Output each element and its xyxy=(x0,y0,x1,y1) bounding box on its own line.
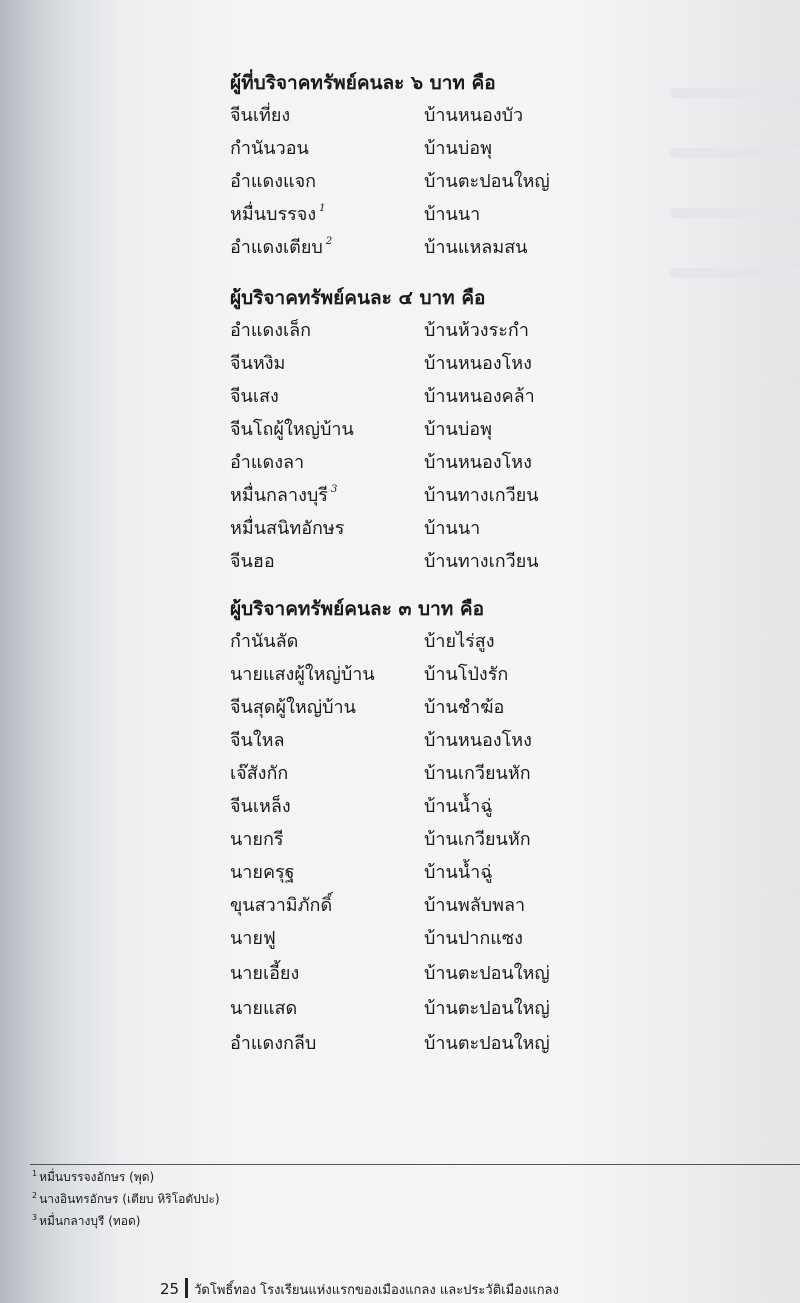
donor-row xyxy=(230,447,570,479)
donor-name: จีนฮอ xyxy=(230,551,275,572)
donor-village: บ้านน้ำฉู่ xyxy=(424,862,493,883)
donor-village: บ้านหนองโหง xyxy=(424,353,532,374)
donor-village: บ้านนา xyxy=(424,204,481,225)
donor-village: บ้านทางเกวียน xyxy=(424,485,539,506)
footnote xyxy=(32,1168,220,1190)
footnote-number: 2 xyxy=(32,1191,38,1200)
donor-row xyxy=(230,758,570,790)
donor-row xyxy=(230,1028,570,1060)
donor-name-text: หมื่นบรรจง xyxy=(230,204,317,225)
donor-village: บ้านห้วงระกำ xyxy=(424,320,529,341)
footer-divider-bar xyxy=(185,1278,188,1298)
donor-village: บ้านปากแซง xyxy=(424,928,523,949)
donor-name: อำแดงลา xyxy=(230,452,305,473)
donor-village: บ้านหนองโหง xyxy=(424,730,532,751)
donor-village: บ้ายไร่สูง xyxy=(424,631,495,652)
book-title: วัดโพธิ์ทอง โรงเรียนแห่งแรกของเมืองแกลง และประวัติเมืองแกลง xyxy=(194,1283,559,1298)
donor-row xyxy=(230,480,570,512)
bleed-through-mark xyxy=(670,88,800,98)
donor-village: บ้านแหลมสน xyxy=(424,237,528,258)
donor-row xyxy=(230,791,570,823)
donor-name: เจ๊สังกัก xyxy=(230,763,289,784)
footnote-text: หมื่นบรรจงอักษร (พุด) xyxy=(39,1170,155,1184)
bleed-through-mark xyxy=(670,208,800,218)
bleed-through-mark xyxy=(670,268,800,278)
donor-name-text: อำแดงเตียบ xyxy=(230,237,323,258)
donor-village: บ้านน้ำฉู่ xyxy=(424,796,493,817)
donor-name: จีนเสง xyxy=(230,386,279,407)
donor-name: นายแสงผู้ใหญ่บ้าน xyxy=(230,664,375,685)
donor-row xyxy=(230,414,570,446)
donor-row xyxy=(230,857,570,889)
footnote-text: หมื่นกลางบุรี (ทอด) xyxy=(39,1214,141,1228)
donor-row xyxy=(230,513,570,545)
donor-village: บ้านหนองคล้า xyxy=(424,386,535,407)
donor-village: บ้านบ่อพุ xyxy=(424,138,492,159)
donor-row xyxy=(230,993,570,1025)
donor-village: บ้านบ่อพุ xyxy=(424,419,492,440)
donor-row xyxy=(230,958,570,990)
donor-row xyxy=(230,659,570,691)
donor-name: นายฟู xyxy=(230,928,276,949)
donor-row xyxy=(230,100,570,132)
donor-village: บ้านตะปอนใหญ่ xyxy=(424,171,550,192)
donor-name: นายแสด xyxy=(230,998,298,1019)
donor-row xyxy=(230,546,570,578)
page-footer xyxy=(160,1278,559,1300)
footnote-divider xyxy=(30,1164,800,1165)
donor-village: บ้านตะปอนใหญ่ xyxy=(424,998,550,1019)
donor-name: กำนันวอน xyxy=(230,138,309,159)
donor-village: บ้านเกวียนหัก xyxy=(424,763,531,784)
donor-name: หมื่นสนิทอักษร xyxy=(230,518,345,539)
footnote xyxy=(32,1190,220,1212)
donor-name: จีนสุดผู้ใหญ่บ้าน xyxy=(230,697,356,718)
donor-name: ขุนสวามิภักดิ์ xyxy=(230,895,333,916)
donor-name: อำแดงเล็ก xyxy=(230,320,312,341)
donor-name xyxy=(230,232,332,261)
donor-row xyxy=(230,923,570,955)
donor-name: นายครุฐ xyxy=(230,862,295,883)
section-heading: ผู้บริจาคทรัพย์คนละ ๓ บาท คือ xyxy=(230,598,485,620)
donor-row xyxy=(230,232,570,264)
donor-row xyxy=(230,133,570,165)
bleed-through-mark xyxy=(670,148,800,158)
donor-village: บ้านพลับพลา xyxy=(424,895,526,916)
donor-village: บ้านเกวียนหัก xyxy=(424,829,531,850)
donor-row xyxy=(230,381,570,413)
donor-village: บ้านนา xyxy=(424,518,481,539)
section-heading: ผู้บริจาคทรัพย์คนละ ๔ บาท คือ xyxy=(230,287,486,309)
donor-row xyxy=(230,166,570,198)
donor-name: นายเอี้ยง xyxy=(230,963,300,984)
donor-name-text: หมื่นกลางบุรี xyxy=(230,485,328,506)
donor-name: อำแดงแจก xyxy=(230,171,317,192)
donor-row xyxy=(230,725,570,757)
donor-row xyxy=(230,824,570,856)
donor-village: บ้านทางเกวียน xyxy=(424,551,539,572)
footnote-number: 1 xyxy=(32,1169,38,1178)
page-number: 25 xyxy=(160,1280,180,1298)
donor-name xyxy=(230,199,326,228)
footnotes xyxy=(32,1168,220,1234)
footnote-marker: 3 xyxy=(330,484,338,495)
donor-village: บ้านชำฆ้อ xyxy=(424,697,505,718)
donor-village: บ้านตะปอนใหญ่ xyxy=(424,1033,550,1054)
donor-village: บ้านหนองบัว xyxy=(424,105,524,126)
donor-name xyxy=(230,480,337,509)
donor-name: จีนใหล xyxy=(230,730,285,751)
donor-village: บ้านโป่งรัก xyxy=(424,664,509,685)
donor-name: กำนันลัด xyxy=(230,631,299,652)
donor-name: จีนหงิม xyxy=(230,353,286,374)
donor-row xyxy=(230,626,570,658)
donor-village: บ้านตะปอนใหญ่ xyxy=(424,963,550,984)
footnote-marker: 2 xyxy=(325,236,333,247)
donor-name: จีนโถผู้ใหญ่บ้าน xyxy=(230,419,354,440)
donor-row xyxy=(230,315,570,347)
donor-village: บ้านหนองโหง xyxy=(424,452,532,473)
footnote-marker: 1 xyxy=(319,203,326,214)
donor-name: จีนเที่ยง xyxy=(230,105,291,126)
section-heading: ผู้ที่บริจาคทรัพย์คนละ ๖ บาท คือ xyxy=(230,72,496,94)
donor-name: อำแดงกลีบ xyxy=(230,1033,317,1054)
donor-row xyxy=(230,692,570,724)
donor-row xyxy=(230,890,570,922)
donor-row xyxy=(230,199,570,231)
footnote-text: นางอินทรอักษร (เตียบ หิริโอตัปปะ) xyxy=(39,1192,220,1206)
footnote xyxy=(32,1212,220,1234)
footnote-number: 3 xyxy=(32,1213,38,1222)
donor-name: นายกรี xyxy=(230,829,284,850)
donor-row xyxy=(230,348,570,380)
donor-name: จีนเหล็ง xyxy=(230,796,291,817)
